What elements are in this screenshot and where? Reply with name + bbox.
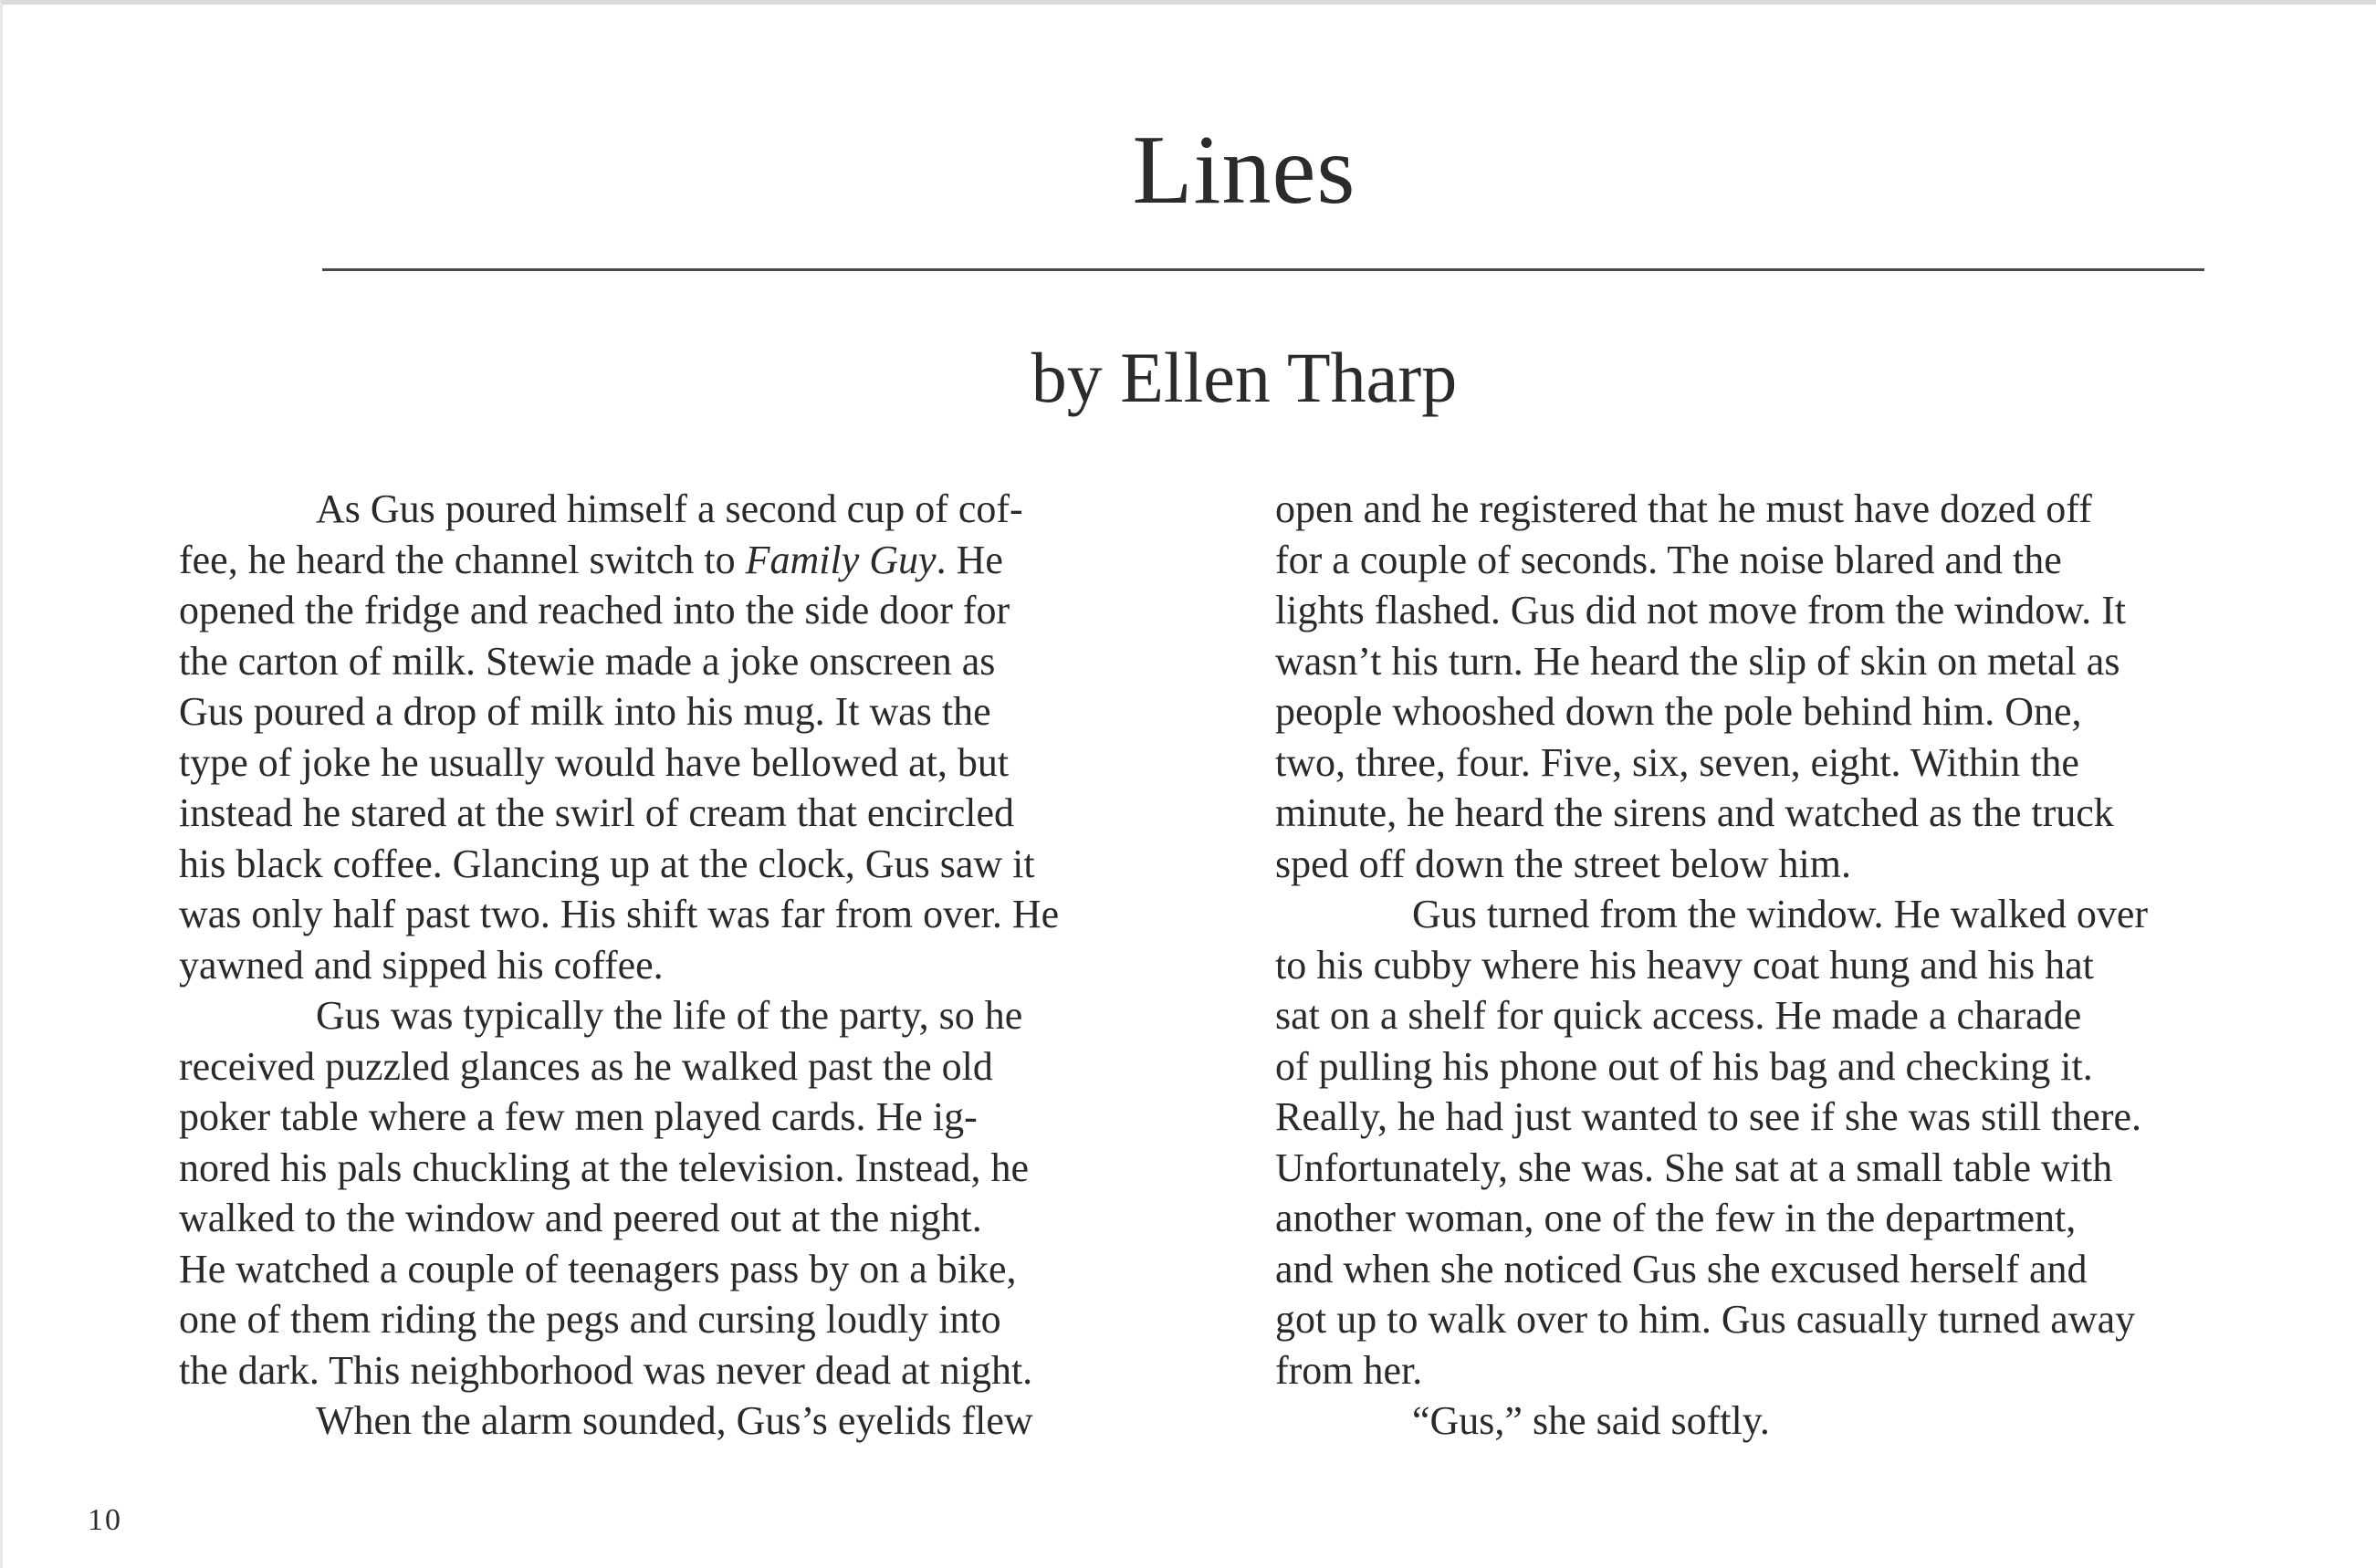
paragraph-line: to his cubby where his heavy coat hung and his hat: [1275, 942, 2094, 988]
text-column-left: [179, 484, 1146, 1447]
paragraph-line: nored his pals chuckling at the television. Instead, he: [179, 1145, 1030, 1190]
paragraph-line: of pulling his phone out of his bag and checking it.: [1275, 1043, 2093, 1089]
paragraph-line: Really, he had just wanted to see if she was still there.: [1275, 1094, 2142, 1139]
paragraph-line: the carton of milk. Stewie made a joke onscreen as: [179, 638, 996, 684]
paragraph-line: Gus poured a drop of milk into his mug. It was the: [179, 689, 991, 734]
paragraph-line: walked to the window and peered out at the night.: [179, 1196, 982, 1240]
text-column-right: [1275, 484, 2243, 1447]
paragraph-line: instead he stared at the swirl of cream that encircled: [179, 790, 1015, 835]
show-title: Family Guy: [745, 537, 937, 582]
paragraph-line: Gus was typically the life of the party, so he: [316, 993, 1023, 1038]
paragraph-line: and when she noticed Gus she excused herself and: [1275, 1246, 2088, 1291]
paragraph-line: people whooshed down the pole behind him. One,: [1275, 689, 2082, 734]
paragraph-line: poker table where a few men played cards. He ig-: [179, 1094, 978, 1139]
paragraph-line: Unfortunately, she was. She sat at a small table with: [1275, 1145, 2113, 1190]
paragraph-line: minute, he heard the sirens and watched as the truck: [1275, 790, 2114, 835]
story-byline: by Ellen Tharp: [1031, 338, 1458, 417]
paragraph-line: opened the fridge and reached into the side door for: [179, 588, 1010, 632]
paragraph-line: sped off down the street below him.: [1275, 841, 1851, 886]
title-divider: [322, 268, 2204, 271]
paragraph-line: his black coffee. Glancing up at the clock, Gus saw it: [179, 841, 1035, 886]
paragraph-line: one of them riding the pegs and cursing loudly into: [179, 1297, 1001, 1342]
paragraph-line: sat on a shelf for quick access. He made a charade: [1275, 993, 2082, 1038]
paragraph-line: received puzzled glances as he walked past the old: [179, 1043, 993, 1089]
paragraph-line: [179, 535, 1146, 586]
paragraph-line: got up to walk over to him. Gus casually turned away: [1275, 1297, 2136, 1342]
paragraph-line: type of joke he usually would have bellowed at, but: [179, 739, 1010, 785]
paragraph-line: open and he registered that he must have dozed off: [1275, 486, 2092, 531]
story-title: Lines: [1132, 116, 1356, 225]
paragraph-line: Gus turned from the window. He walked over: [1412, 892, 2149, 936]
paragraph-line: two, three, four. Five, six, seven, eight. Within the: [1275, 739, 2079, 785]
paragraph-line: for a couple of seconds. The noise blared and the: [1275, 537, 2062, 582]
paragraph-line: another woman, one of the few in the department,: [1275, 1196, 2077, 1240]
paragraph-line: When the alarm sounded, Gus’s eyelids flew: [316, 1398, 1033, 1443]
line-text: . He: [936, 537, 1003, 582]
paragraph-line: wasn’t his turn. He heard the slip of skin on metal as: [1275, 638, 2120, 684]
paragraph-line: the dark. This neighborhood was never dead at night.: [179, 1347, 1033, 1393]
paragraph-line: was only half past two. His shift was far from over. He: [179, 892, 1060, 936]
paragraph-line: from her.: [1275, 1347, 1423, 1393]
page-number: 10: [88, 1503, 122, 1537]
paragraph-line: He watched a couple of teenagers pass by on a bike,: [179, 1246, 1017, 1291]
line-text: fee, he heard the channel switch to: [179, 537, 746, 582]
paragraph-line: “Gus,” she said softly.: [1412, 1398, 1770, 1443]
paragraph-line: As Gus poured himself a second cup of cof-: [316, 486, 1023, 531]
paragraph-line: lights flashed. Gus did not move from the window. It: [1275, 588, 2127, 632]
paragraph-line: yawned and sipped his coffee.: [179, 942, 664, 988]
